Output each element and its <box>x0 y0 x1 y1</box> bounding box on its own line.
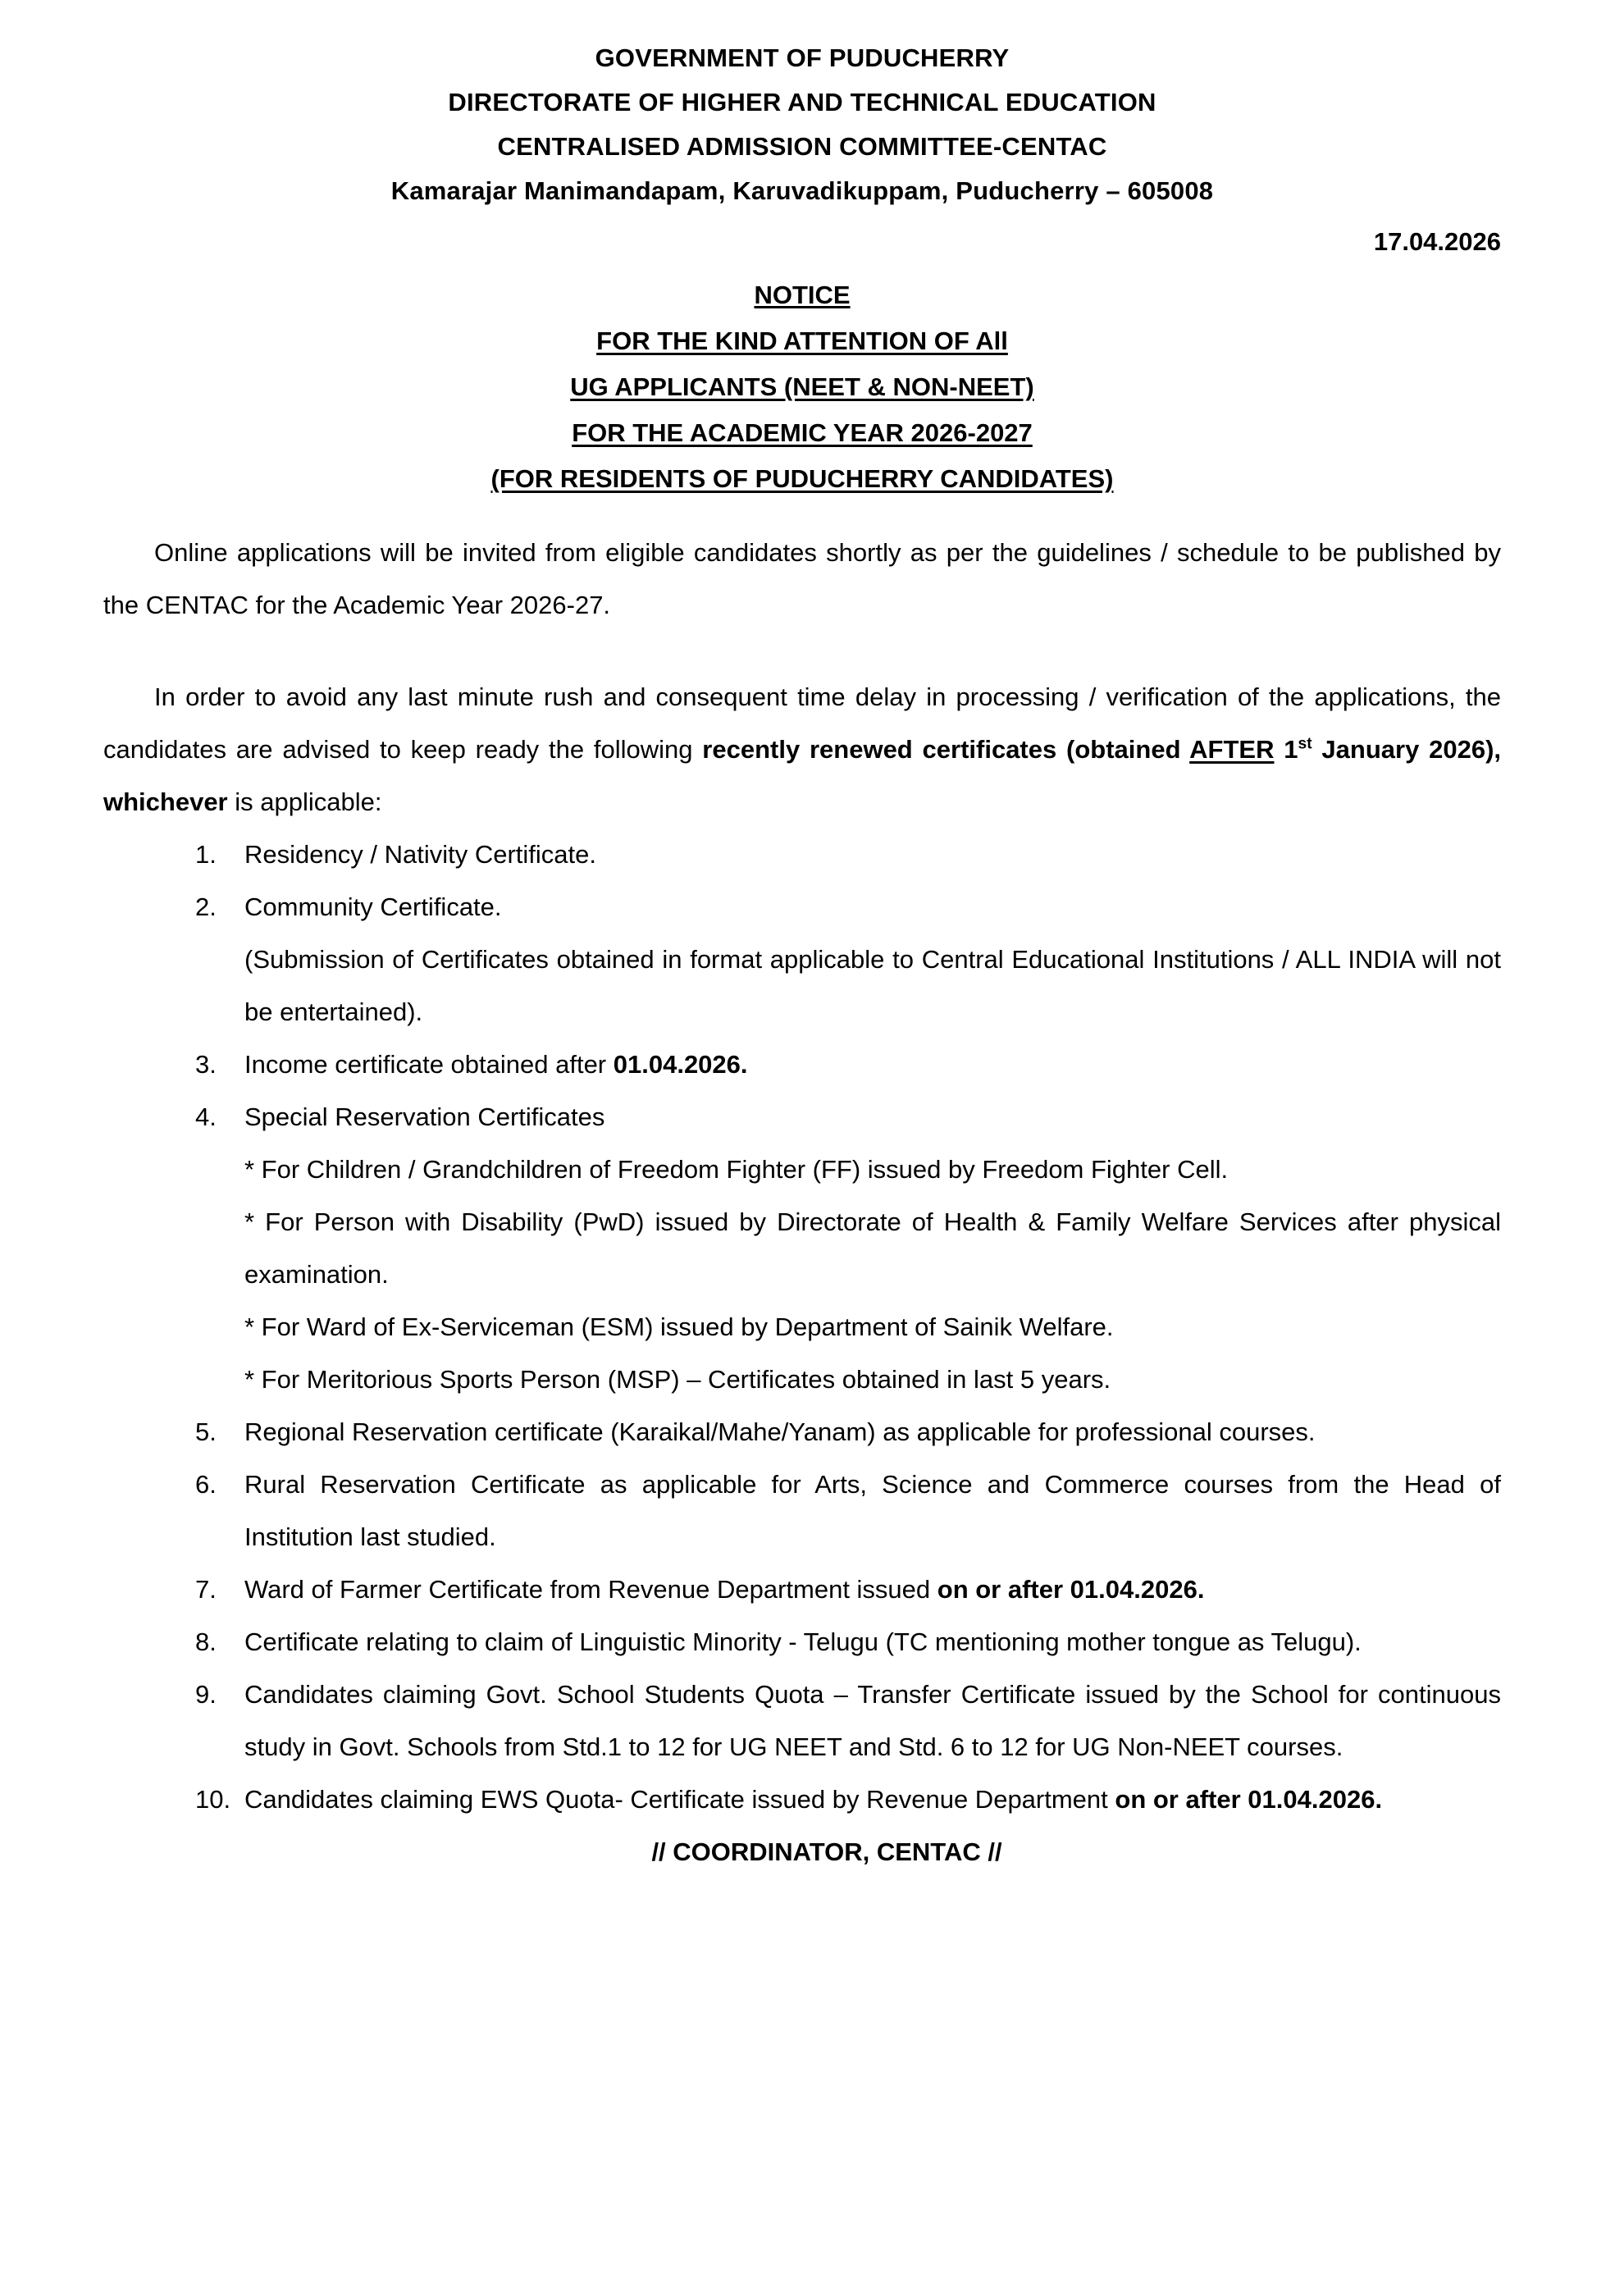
list-item-number: 3. <box>195 1050 217 1079</box>
notice-subheading-residents-text: (FOR RESIDENTS OF PUDUCHERRY CANDIDATES) <box>490 464 1114 493</box>
list-item-bullet: * For Person with Disability (PwD) issued by Directorate of Health & Family Welfare Services after physical examination. <box>244 1207 1501 1289</box>
paragraph-keep-ready-tail: is applicable: <box>227 787 382 816</box>
paragraph-keep-ready <box>103 671 1501 828</box>
list-item-number: 10. <box>195 1785 231 1814</box>
list-item-text <box>244 1773 1501 1826</box>
list-item-text-bold: on or after 01.04.2026. <box>937 1575 1205 1604</box>
list-item-text: Candidates claiming Govt. School Students Quota – Transfer Certificate issued by the School for continuous study in Govt. Schools from Std.1 to 12 for UG NEET and Std. 6 to 12 for UG Non-NEET courses. <box>244 1680 1501 1761</box>
ordinal-suffix: st <box>1298 735 1312 753</box>
notice-subheading-attention <box>103 318 1501 364</box>
letterhead <box>103 0 1501 213</box>
list-item-bullet: * For Meritorious Sports Person (MSP) – Certificates obtained in last 5 years. <box>244 1365 1111 1394</box>
paragraph-keep-ready-bold-1: recently renewed certificates (obtained <box>702 735 1190 764</box>
list-item-text-lead: Ward of Farmer Certificate from Revenue Department issued <box>244 1575 937 1604</box>
list-item-number: 9. <box>195 1680 217 1709</box>
list-item-text: Rural Reservation Certificate as applicable for Arts, Science and Commerce courses from the Head of Institution last studied. <box>244 1470 1501 1551</box>
notice-subheading-attention-text: FOR THE KIND ATTENTION OF All <box>596 326 1008 355</box>
certificates-list <box>103 828 1501 1826</box>
list-item-number: 1. <box>195 840 217 869</box>
list-item <box>103 1668 1501 1773</box>
list-item-subtext: (Submission of Certificates obtained in format applicable to Central Educational Institutions / ALL INDIA will not be entertained). <box>244 945 1501 1026</box>
list-item-text <box>244 1038 1501 1091</box>
notice-subheading-year <box>103 410 1501 456</box>
list-item-text: Special Reservation Certificates <box>244 1102 605 1131</box>
list-item-number: 7. <box>195 1575 217 1604</box>
paragraph-keep-ready-after: AFTER <box>1189 735 1275 764</box>
paragraph-keep-ready-bold-2: 1 <box>1274 735 1298 764</box>
list-item <box>103 1563 1501 1616</box>
list-item-bullet: * For Ward of Ex-Serviceman (ESM) issued by Department of Sainik Welfare. <box>244 1312 1114 1341</box>
org-address: Kamarajar Manimandapam, Karuvadikuppam, Puducherry – 605008 <box>390 176 1214 205</box>
list-item-number: 4. <box>195 1102 217 1131</box>
org-committee: CENTRALISED ADMISSION COMMITTEE-CENTAC <box>497 132 1107 161</box>
list-item <box>103 1458 1501 1563</box>
list-item-text-bold: on or after 01.04.2026. <box>1115 1785 1383 1814</box>
notice-subheading-year-text: FOR THE ACADEMIC YEAR 2026-2027 <box>572 418 1033 447</box>
list-item-text-lead: Candidates claiming EWS Quota- Certificate issued by Revenue Department <box>244 1785 1115 1814</box>
list-item <box>103 1406 1501 1458</box>
list-item-text <box>244 1563 1501 1616</box>
coordinator-signature: // COORDINATOR, CENTAC // <box>651 1837 1002 1866</box>
paragraph-online-applications: Online applications will be invited from eligible candidates shortly as per the guidelines / schedule to be published by the CENTAC for the Academic Year 2026-27. <box>103 538 1501 619</box>
org-directorate: DIRECTORATE OF HIGHER AND TECHNICAL EDUCATION <box>448 88 1156 116</box>
list-item-number: 6. <box>195 1470 217 1499</box>
list-item-text: Community Certificate. <box>244 892 502 921</box>
list-item <box>103 1038 1501 1091</box>
paragraph-keep-ready-ordinal <box>1298 735 1312 764</box>
org-government: GOVERNMENT OF PUDUCHERRY <box>595 43 1010 72</box>
list-item-text-bold: 01.04.2026. <box>613 1050 748 1079</box>
notice-subheading-applicants <box>103 364 1501 410</box>
list-item-number: 5. <box>195 1417 217 1446</box>
notice-subheading-residents <box>103 456 1501 502</box>
notice-date: 17.04.2026 <box>1373 227 1501 256</box>
list-item-text: Certificate relating to claim of Linguistic Minority - Telugu (TC mentioning mother tongue as Telugu). <box>244 1627 1362 1656</box>
list-item <box>103 828 1501 881</box>
list-item-text-lead: Income certificate obtained after <box>244 1050 614 1079</box>
list-item-number: 2. <box>195 892 217 921</box>
paragraph-keep-ready-lead: In order to avoid any last minute rush and consequent time delay in processing / verification of the applications, the candidates are advised to keep ready the following <box>103 682 1501 764</box>
list-item-text: Regional Reservation certificate (Karaikal/Mahe/Yanam) as applicable for professional courses. <box>244 1417 1316 1446</box>
notice-heading: NOTICE <box>754 281 851 309</box>
list-item <box>103 881 1501 1038</box>
notice-title-block <box>103 272 1501 502</box>
list-item-text: Residency / Nativity Certificate. <box>244 840 596 869</box>
list-item <box>103 1773 1501 1826</box>
paragraph-keep-ready-bold-3: January 2026), whichever <box>103 735 1502 816</box>
list-item-bullet: * For Children / Grandchildren of Freedom Fighter (FF) issued by Freedom Fighter Cell. <box>244 1155 1229 1184</box>
notice-subheading-applicants-text: UG APPLICANTS (NEET & NON-NEET) <box>570 372 1034 401</box>
list-item <box>103 1091 1501 1406</box>
list-item <box>103 1616 1501 1668</box>
list-item-number: 8. <box>195 1627 217 1656</box>
